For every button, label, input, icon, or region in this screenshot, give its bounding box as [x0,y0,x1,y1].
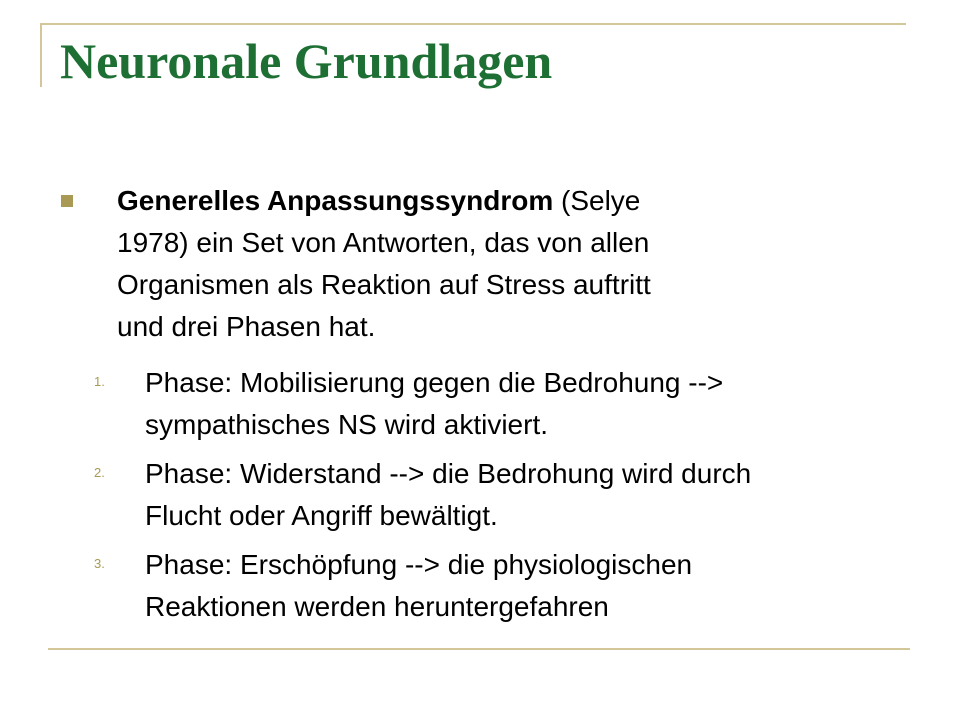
phase-line-1: Phase: Mobilisierung gegen die Bedrohung --> [145,367,724,398]
phase-number: 1. [94,374,105,389]
phase-line-2: Flucht oder Angriff bewältigt. [145,500,498,531]
phase-line-2: Reaktionen werden heruntergefahren [145,591,609,622]
main-bullet-line-1 [117,180,857,222]
square-bullet-icon [61,195,73,207]
top-rule [40,23,906,25]
bold-term: Generelles Anpassungssyndrom [117,185,554,216]
main-bullet-line-2: 1978) ein Set von Antworten, das von allen [117,227,650,258]
left-rule [40,23,42,87]
slide-title: Neuronale Grundlagen [60,33,553,89]
main-bullet-line-3: Organismen als Reaktion auf Stress auftritt [117,269,651,300]
phase-line-1: Phase: Widerstand --> die Bedrohung wird durch [145,458,752,489]
phase-text [145,362,905,446]
phase-number: 2. [94,465,105,480]
main-bullet-text [117,180,857,348]
phase-line-1: Phase: Erschöpfung --> die physiologischen [145,549,693,580]
phase-number: 3. [94,556,105,571]
main-bullet-line-4: und drei Phasen hat. [117,311,376,342]
phase-text [145,453,905,537]
bottom-rule [48,648,910,650]
phase-text [145,544,905,628]
phase-line-2: sympathisches NS wird aktiviert. [145,409,549,440]
main-bullet-line-1-rest: (Selye [553,185,641,216]
